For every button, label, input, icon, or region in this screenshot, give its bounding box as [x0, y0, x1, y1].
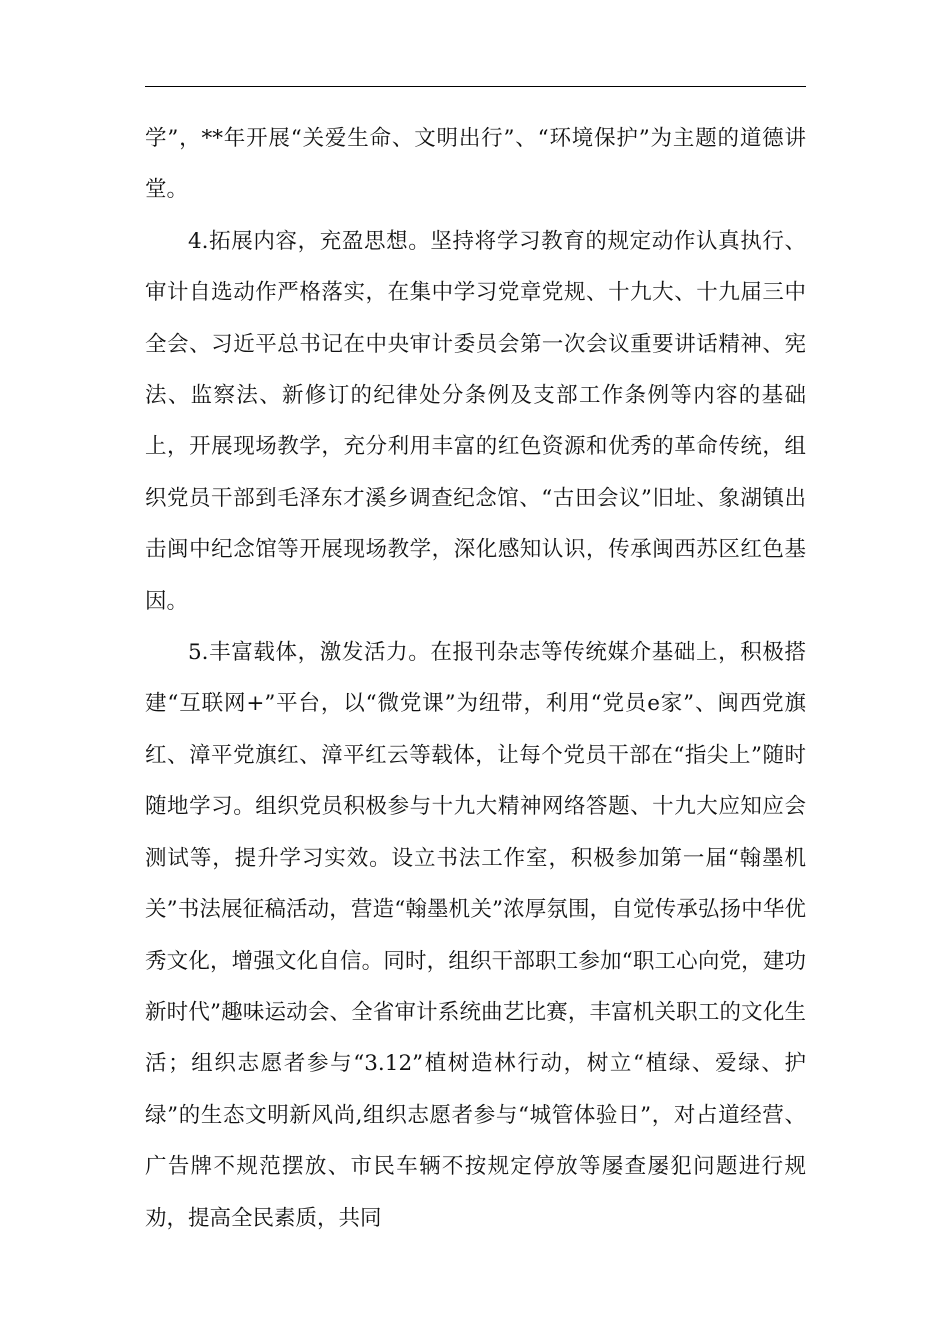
paragraph: 5.丰富载体，激发活力。在报刊杂志等传统媒介基础上，积极搭建“互联网+”平台，以“微党课”为纽带，利用“党员e家”、闽西党旗红、漳平党旗红、漳平红云等载体，让每个党员干部在“指尖上”随时随地学习。组织党员积极参与十九大精神网络答题、十九大应知应会测试等，提升学习实效。设立书法工作室，积极参加第一届“翰墨机关”书法展征稿活动，营造“翰墨机关”浓厚氛围，自觉传承弘扬中华优秀文化，增强文化自信。同时，组织干部职工参加“职工心向党，建功新时代”趣味运动会、全省审计系统曲艺比赛，丰富机关职工的文化生活；组织志愿者参与“3.12”植树造林行动，树立“植绿、爱绿、护绿”的生态文明新风尚,组织志愿者参与“城管体验日”，对占道经营、广告牌不规范摆放、市民车辆不按规定停放等屡查屡犯问题进行规劝，提高全民素质，共同 [145, 640, 806, 1231]
paragraph: 学”，**年开展“关爱生命、文明出行”、“环境保护”为主题的道德讲堂。 [145, 126, 806, 203]
header-rule [145, 86, 806, 87]
body-text [145, 113, 806, 1244]
paragraph: 4.拓展内容，充盈思想。坚持将学习教育的规定动作认真执行、审计自选动作严格落实，在集中学习党章党规、十九大、十九届三中全会、习近平总书记在中央审计委员会第一次会议重要讲话精神、宪法、监察法、新修订的纪律处分条例及支部工作条例等内容的基础上，开展现场教学，充分利用丰富的红色资源和优秀的革命传统，组织党员干部到毛泽东才溪乡调查纪念馆、“古田会议”旧址、象湖镇出击闽中纪念馆等开展现场教学，深化感知认识，传承闽西苏区红色基因。 [145, 228, 806, 614]
